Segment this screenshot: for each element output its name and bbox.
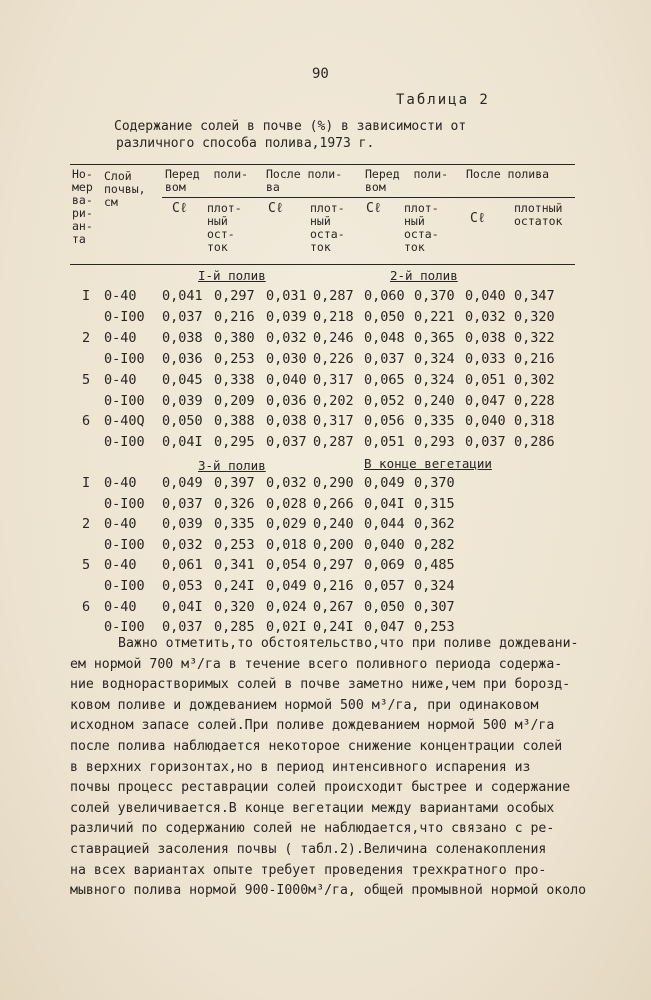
value-cell: 0,324 — [414, 371, 455, 388]
value-cell: 0,031 — [266, 288, 307, 304]
variant-cell: 5 — [82, 557, 91, 574]
value-cell: 0,282 — [414, 536, 455, 553]
table-row — [0, 372, 651, 392]
value-cell: 0,287 — [313, 434, 354, 451]
table-row — [0, 351, 651, 371]
value-cell: 0,286 — [514, 434, 555, 451]
paragraph-line: различий по содержанию солей не наблюдается,что связано с ре- — [70, 821, 555, 837]
value-cell: 0,036 — [266, 392, 307, 409]
paragraph-line: ние воднорастворимых солей в почве заметно ниже,чем при борозд- — [70, 677, 571, 693]
table-row — [0, 393, 651, 413]
variant-cell: 2 — [82, 329, 91, 346]
paragraph-line: исходном запасе солей.При поливе дождеванием нормой 500 м³/га — [70, 718, 555, 734]
value-cell: 0,320 — [514, 308, 555, 325]
layer-cell: 0-40 — [104, 598, 137, 615]
value-cell: 0,253 — [214, 536, 255, 553]
value-cell: 0,253 — [414, 619, 455, 636]
value-cell: 0,216 — [514, 350, 555, 367]
header-dense-2: плот- ный оста- ток — [310, 201, 345, 254]
value-cell: 0,038 — [266, 413, 307, 430]
header-dense-3: плот- ный оста- ток — [404, 201, 439, 254]
value-cell: 0,287 — [313, 288, 354, 304]
value-cell: 0,290 — [313, 475, 354, 491]
value-cell: 0,039 — [162, 516, 203, 533]
group-heading-1: I-й полив — [198, 268, 266, 283]
table-row — [0, 413, 651, 433]
value-cell: 0,053 — [162, 578, 203, 594]
value-cell: 0,315 — [414, 495, 455, 512]
value-cell: 0,039 — [266, 308, 307, 325]
value-cell: 0,051 — [364, 434, 405, 451]
paragraph-line: ставрацией засоления почвы ( табл.2).Величина соленакопления — [70, 841, 547, 857]
paragraph-line: мывного полива нормой 900-I000м³/га, общей промывной нормой около — [70, 883, 587, 899]
value-cell: 0,307 — [414, 598, 455, 615]
value-cell: 0,037 — [162, 495, 203, 512]
value-cell: 0,285 — [214, 619, 255, 636]
value-cell: 0,047 — [364, 619, 405, 636]
value-cell: 0,302 — [514, 371, 555, 388]
value-cell: 0,037 — [465, 434, 506, 451]
layer-cell: 0-40 — [104, 329, 137, 346]
header-dense-1: плот- ный ост- ток — [207, 201, 242, 254]
table-row — [0, 475, 651, 495]
value-cell: 0,218 — [313, 308, 354, 325]
value-cell: 0,295 — [214, 434, 255, 451]
value-cell: 0,037 — [364, 350, 405, 367]
value-cell: 0,065 — [364, 371, 405, 388]
table-row — [0, 599, 651, 619]
value-cell: 0,341 — [214, 557, 255, 574]
header-dense-4: плотный остаток — [514, 201, 563, 228]
value-cell: 0,049 — [364, 475, 405, 491]
value-cell: 0,324 — [414, 350, 455, 367]
value-cell: 0,297 — [313, 557, 354, 574]
table-row — [0, 516, 651, 536]
layer-cell: 0-I00 — [104, 434, 145, 451]
header-mid-rule — [162, 197, 575, 198]
group-heading-2: 2-й полив — [390, 268, 458, 283]
value-cell: 0,037 — [266, 434, 307, 451]
layer-cell: 0-I00 — [104, 619, 145, 636]
value-cell: 0,052 — [364, 392, 405, 409]
value-cell: 0,226 — [313, 350, 354, 367]
header-cl-4: Cℓ — [470, 211, 486, 226]
value-cell: 0,040 — [465, 413, 506, 430]
value-cell: 0,050 — [162, 413, 203, 430]
paragraph-line: ем нормой 700 м³/га в течение всего поливного периода содержа- — [70, 656, 563, 672]
value-cell: 0,253 — [214, 350, 255, 367]
value-cell: 0,317 — [313, 413, 354, 430]
header-before-2: Перед поли- вом — [365, 167, 449, 194]
value-cell: 0,297 — [214, 288, 255, 304]
value-cell: 0,040 — [266, 371, 307, 388]
header-after-1: После поли- ва — [266, 167, 343, 194]
value-cell: 0,032 — [162, 536, 203, 553]
value-cell: 0,032 — [266, 329, 307, 346]
value-cell: 0,338 — [214, 371, 255, 388]
value-cell: 0,060 — [364, 288, 405, 304]
value-cell: 0,320 — [214, 598, 255, 615]
value-cell: 0,24I — [214, 578, 255, 594]
value-cell: 0,04I — [162, 434, 203, 451]
value-cell: 0,069 — [364, 557, 405, 574]
value-cell: 0,24I — [313, 619, 354, 636]
value-cell: 0,370 — [414, 288, 455, 304]
layer-cell: 0-40 — [104, 475, 137, 491]
table-row — [0, 537, 651, 557]
value-cell: 0,032 — [266, 475, 307, 491]
caption-line-2: различного способа полива,1973 г. — [116, 136, 375, 151]
header-cl-2: Cℓ — [268, 201, 284, 216]
value-cell: 0,050 — [364, 598, 405, 615]
value-cell: 0,240 — [414, 392, 455, 409]
value-cell: 0,293 — [414, 434, 455, 451]
value-cell: 0,266 — [313, 495, 354, 512]
layer-cell: 0-40 — [104, 288, 137, 304]
page-number: 90 — [312, 66, 329, 82]
table-caption — [114, 118, 534, 152]
value-cell: 0,216 — [313, 578, 354, 594]
value-cell: 0,200 — [313, 536, 354, 553]
value-cell: 0,037 — [162, 308, 203, 325]
value-cell: 0,037 — [162, 619, 203, 636]
value-cell: 0,040 — [364, 536, 405, 553]
value-cell: 0,061 — [162, 557, 203, 574]
layer-cell: 0-40Q — [104, 413, 145, 430]
value-cell: 0,047 — [465, 392, 506, 409]
header-before-1: Перед поли- вом — [165, 167, 249, 194]
variant-cell: I — [82, 475, 91, 491]
table-row — [0, 434, 651, 454]
value-cell: 0,240 — [313, 516, 354, 533]
value-cell: 0,02I — [266, 619, 307, 636]
value-cell: 0,324 — [414, 578, 455, 594]
value-cell: 0,362 — [414, 516, 455, 533]
paragraph-line: в верхних горизонтах,но в период интенсивного испарения из — [70, 759, 531, 775]
paragraph-line: Важно отметить,то обстоятельство,что при поливе дождевани- — [118, 636, 579, 651]
value-cell: 0,209 — [214, 392, 255, 409]
layer-cell: 0-I00 — [104, 350, 145, 367]
value-cell: 0,032 — [465, 308, 506, 325]
value-cell: 0,049 — [266, 578, 307, 594]
layer-cell: 0-I00 — [104, 495, 145, 512]
table-row — [0, 557, 651, 577]
layer-cell: 0-40 — [104, 557, 137, 574]
value-cell: 0,04I — [364, 495, 405, 512]
header-cl-1: Cℓ — [172, 201, 188, 216]
value-cell: 0,036 — [162, 350, 203, 367]
value-cell: 0,030 — [266, 350, 307, 367]
paragraph-line: ковом поливе и дождеванием нормой 500 м³/га, при одинаковом — [70, 697, 539, 713]
layer-cell: 0-40 — [104, 371, 137, 388]
value-cell: 0,317 — [313, 371, 354, 388]
value-cell: 0,039 — [162, 392, 203, 409]
value-cell: 0,041 — [162, 288, 203, 304]
table-top-rule — [70, 164, 575, 165]
paragraph-line: после полива наблюдается некоторое снижение концентрации солей — [70, 738, 563, 754]
value-cell: 0,050 — [364, 308, 405, 325]
header-bottom-rule — [70, 264, 575, 265]
paragraph-line: почвы процесс реставрации солей происходит быстрее и содержание — [70, 780, 571, 796]
value-cell: 0,048 — [364, 329, 405, 346]
value-cell: 0,365 — [414, 329, 455, 346]
value-cell: 0,044 — [364, 516, 405, 533]
value-cell: 0,040 — [465, 288, 506, 304]
header-variant: Но- мер ва- ри- ан- та — [72, 167, 93, 246]
group-heading-3: 3-й полив — [198, 458, 266, 473]
value-cell: 0,335 — [214, 516, 255, 533]
value-cell: 0,318 — [514, 413, 555, 430]
value-cell: 0,228 — [514, 392, 555, 409]
value-cell: 0,024 — [266, 598, 307, 615]
value-cell: 0,056 — [364, 413, 405, 430]
value-cell: 0,202 — [313, 392, 354, 409]
table-row — [0, 578, 651, 598]
variant-cell: I — [82, 288, 91, 304]
table-row — [0, 496, 651, 516]
value-cell: 0,04I — [162, 598, 203, 615]
value-cell: 0,347 — [514, 288, 555, 304]
group-heading-4: В конце вегетации — [364, 456, 492, 471]
table-row — [0, 309, 651, 329]
layer-cell: 0-I00 — [104, 308, 145, 325]
header-after-2: После полива — [466, 167, 550, 181]
value-cell: 0,028 — [266, 495, 307, 512]
value-cell: 0,033 — [465, 350, 506, 367]
value-cell: 0,267 — [313, 598, 354, 615]
value-cell: 0,221 — [414, 308, 455, 325]
value-cell: 0,326 — [214, 495, 255, 512]
value-cell: 0,054 — [266, 557, 307, 574]
variant-cell: 6 — [82, 413, 91, 430]
paragraph-line: солей увеличивается.В конце вегетации между вариантами особых — [70, 800, 555, 816]
value-cell: 0,049 — [162, 475, 203, 491]
value-cell: 0,216 — [214, 308, 255, 325]
value-cell: 0,029 — [266, 516, 307, 533]
value-cell: 0,370 — [414, 475, 455, 491]
body-paragraph — [70, 634, 630, 902]
header-layer: Слой почвы, см — [104, 169, 146, 209]
value-cell: 0,051 — [465, 371, 506, 388]
variant-cell: 2 — [82, 516, 91, 533]
variant-cell: 6 — [82, 598, 91, 615]
value-cell: 0,045 — [162, 371, 203, 388]
value-cell: 0,380 — [214, 329, 255, 346]
value-cell: 0,388 — [214, 413, 255, 430]
value-cell: 0,038 — [162, 329, 203, 346]
table-label: Таблица 2 — [396, 92, 490, 108]
value-cell: 0,057 — [364, 578, 405, 594]
value-cell: 0,485 — [414, 557, 455, 574]
layer-cell: 0-40 — [104, 516, 137, 533]
table-row — [0, 330, 651, 350]
value-cell: 0,322 — [514, 329, 555, 346]
table-row — [0, 288, 651, 308]
caption-line-1: Содержание солей в почве (%) в зависимости от — [114, 119, 467, 134]
header-cl-3: Cℓ — [366, 201, 382, 216]
variant-cell: 5 — [82, 371, 91, 388]
paragraph-line: на всех вариантах опыте требует проведения трехкратного про- — [70, 862, 547, 878]
layer-cell: 0-I00 — [104, 578, 145, 594]
value-cell: 0,018 — [266, 536, 307, 553]
layer-cell: 0-I00 — [104, 536, 145, 553]
value-cell: 0,335 — [414, 413, 455, 430]
value-cell: 0,038 — [465, 329, 506, 346]
layer-cell: 0-I00 — [104, 392, 145, 409]
value-cell: 0,397 — [214, 475, 255, 491]
value-cell: 0,246 — [313, 329, 354, 346]
